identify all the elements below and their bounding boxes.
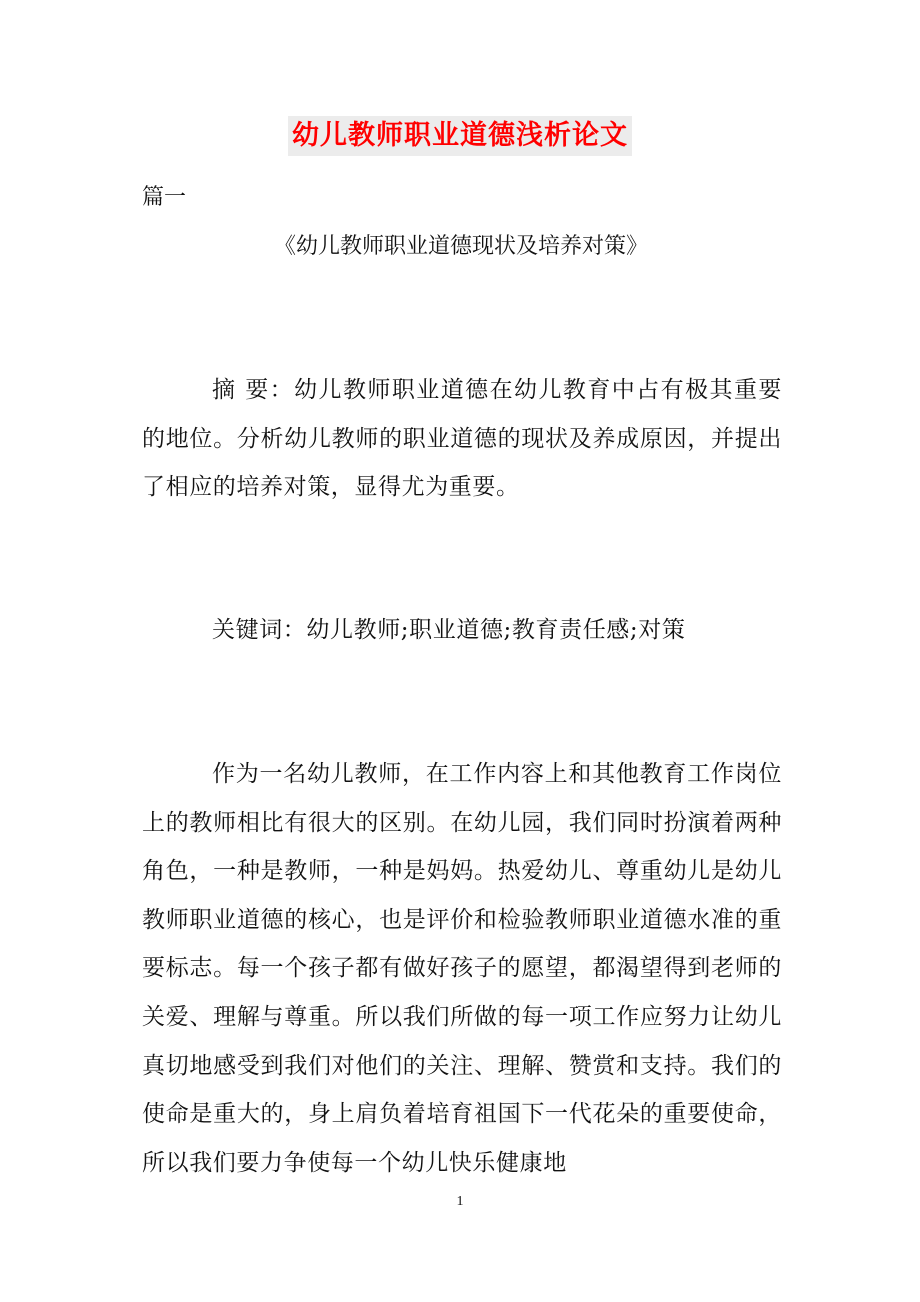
document-title-wrapper xyxy=(0,116,920,159)
abstract-paragraph: 摘 要：幼儿教师职业道德在幼儿教育中占有极其重要的地位。分析幼儿教师的职业道德的现状及养成原因，并提出了相应的培养对策，显得尤为重要。 xyxy=(142,377,782,501)
document-title: 幼儿教师职业道德浅析论文 xyxy=(288,116,632,156)
body-paragraph: 作为一名幼儿教师，在工作内容上和其他教育工作岗位上的教师相比有很大的区别。在幼儿园，我们同时扮演着两种角色，一种是教师，一种是妈妈。热爱幼儿、尊重幼儿是幼儿教师职业道德的核心，也是评价和检验教师职业道德水准的重要标志。每一个孩子都有做好孩子的愿望，都渴望得到老师的关爱、理解与尊重。所以我们所做的每一项工作应努力让幼儿真切地感受到我们对他们的关注、理解、赞赏和支持。我们的使命是重大的，身上肩负着培育祖国下一代花朵的重要使命，所以我们要力争使每一个幼儿快乐健康地 xyxy=(142,761,782,1176)
page-number: 1 xyxy=(456,1194,464,1209)
section-label: 篇一 xyxy=(142,185,187,210)
keywords-paragraph: 关键词：幼儿教师;职业道德;教育责任感;对策 xyxy=(212,617,686,643)
article-subtitle: 《幼儿教师职业道德现状及培养对策》 xyxy=(273,234,648,259)
